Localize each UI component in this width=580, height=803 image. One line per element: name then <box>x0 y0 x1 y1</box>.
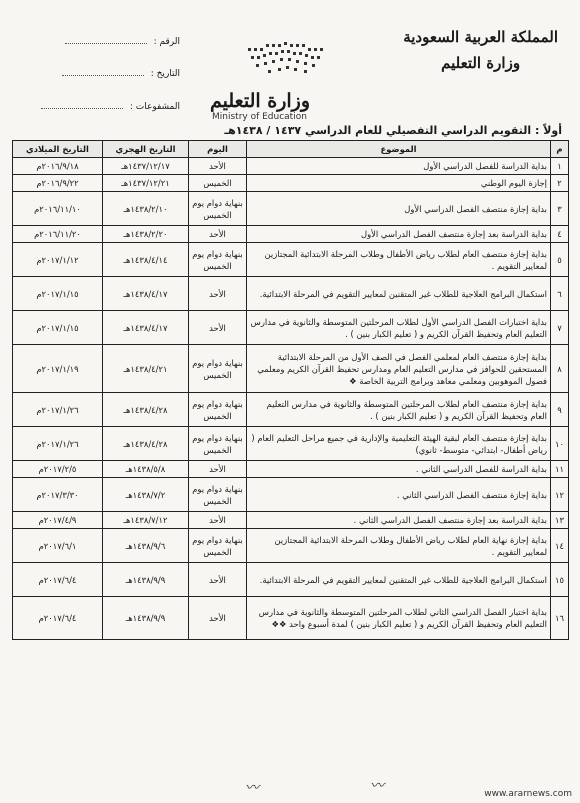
academic-calendar-table <box>12 140 569 640</box>
col-header-gregorian-date: التاريخ الميلادي <box>13 141 103 158</box>
row-day: بنهاية دوام يوم الخميس <box>189 393 247 427</box>
row-subject: بداية الدراسة بعد إجازة منتصف الفصل الدراسي الثاني . <box>247 512 551 529</box>
row-gregorian-date: ٢٠١٦/١١/٢٠م <box>13 226 103 243</box>
row-number: ٣ <box>551 192 569 226</box>
row-subject: بداية إجازة منتصف العام لطلاب المرحلتين المتوسطة والثانوية في مدارس التعليم العام وتحفيظ القرآن الكريم و ( تعليم الكبار بنين ) . <box>247 393 551 427</box>
row-day: الأحد <box>189 512 247 529</box>
row-day: بنهاية دوام يوم الخميس <box>189 243 247 277</box>
table-row <box>13 345 569 393</box>
row-number: ١٠ <box>551 427 569 461</box>
signature-area <box>0 777 580 803</box>
row-subject: بداية الدراسة للفصل الدراسي الأول <box>247 158 551 175</box>
table-row <box>13 311 569 345</box>
section-title: أولاً : التقويم الدراسي التفصيلي للعام الدراسي ١٤٣٧ / ١٤٣٨هـ <box>224 124 562 137</box>
row-hijri-date: ١٤٣٨/٤/١٤هـ <box>103 243 189 277</box>
col-header-subject: الموضوع <box>247 141 551 158</box>
row-gregorian-date: ٢٠١٧/٦/٤م <box>13 597 103 640</box>
row-day: بنهاية دوام يوم الخميس <box>189 192 247 226</box>
ministry-logo <box>208 40 378 120</box>
table-header-row <box>13 141 569 158</box>
row-hijri-date: ١٤٣٨/٩/٦هـ <box>103 529 189 563</box>
table-row <box>13 175 569 192</box>
table-row <box>13 226 569 243</box>
row-subject: بداية إجازة منتصف العام لبقية الهيئة التعليمية والإدارية في جميع مراحل التعليم العام ( رياض أطفال- ابتدائي- متوسط- ثانوي) <box>247 427 551 461</box>
row-hijri-date: ١٤٣٨/٢/٢٠هـ <box>103 226 189 243</box>
logo-text-english: Ministry of Education <box>212 112 307 122</box>
row-number: ١٢ <box>551 478 569 512</box>
row-subject: بداية اختبارات الفصل الدراسي الأول لطلاب المرحلتين المتوسطة والثانوية في مدارس التعليم العام وتحفيظ القرآن الكريم و ( تعليم الكبار بنين ) . <box>247 311 551 345</box>
source-watermark: www.ararnews.com <box>484 789 572 799</box>
row-day: الأحد <box>189 226 247 243</box>
row-number: ٤ <box>551 226 569 243</box>
row-number: ١٤ <box>551 529 569 563</box>
row-day: الأحد <box>189 277 247 311</box>
logo-text-arabic: وزارة التعليم <box>210 90 311 112</box>
row-gregorian-date: ٢٠١٧/١/١٥م <box>13 311 103 345</box>
row-hijri-date: ١٤٣٨/٤/٢١هـ <box>103 345 189 393</box>
table-row <box>13 478 569 512</box>
row-number: ٦ <box>551 277 569 311</box>
row-day: الأحد <box>189 158 247 175</box>
row-hijri-date: ١٤٣٨/٤/٢٨هـ <box>103 393 189 427</box>
table-row <box>13 277 569 311</box>
row-subject: بداية إجازة منتصف العام لمعلمي الفصل في الصف الأول من المرحلة الابتدائية المستحقين للحوافز في مدارس التعليم العام ومدارس تحفيظ القرآن الكريم ومعلمي فصول الموهوبين ومعلمي معاهد وبرامج التربية الخاصة ❖ <box>247 345 551 393</box>
kingdom-name: المملكة العربية السعودية <box>403 28 558 46</box>
date-field: التاريخ : <box>40 69 180 79</box>
letterhead-kingdom <box>403 28 558 72</box>
row-gregorian-date: ٢٠١٧/١/١٩م <box>13 345 103 393</box>
row-number: ٩ <box>551 393 569 427</box>
signature-mark: 〰 <box>370 778 384 794</box>
row-hijri-date: ١٤٣٨/٢/١٠هـ <box>103 192 189 226</box>
row-day: بنهاية دوام يوم الخميس <box>189 345 247 393</box>
row-number: ٥ <box>551 243 569 277</box>
table-row <box>13 512 569 529</box>
table-row <box>13 243 569 277</box>
row-day: الأحد <box>189 563 247 597</box>
row-number: ٢ <box>551 175 569 192</box>
row-day: بنهاية دوام يوم الخميس <box>189 529 247 563</box>
row-hijri-date: ١٤٣٨/٥/٨هـ <box>103 461 189 478</box>
row-hijri-date: ١٤٣٨/٤/١٧هـ <box>103 311 189 345</box>
row-gregorian-date: ٢٠١٦/٩/٢٢م <box>13 175 103 192</box>
row-day: الأحد <box>189 311 247 345</box>
row-gregorian-date: ٢٠١٧/١/١٢م <box>13 243 103 277</box>
row-gregorian-date: ٢٠١٧/٦/٤م <box>13 563 103 597</box>
row-number: ١١ <box>551 461 569 478</box>
row-hijri-date: ١٤٣٨/٧/٢هـ <box>103 478 189 512</box>
row-subject: بداية إجازة منتصف العام لطلاب رياض الأطفال وطلاب المرحلة الابتدائية المجتازين لمعايير التقويم . <box>247 243 551 277</box>
table-row <box>13 597 569 640</box>
row-day: بنهاية دوام يوم الخميس <box>189 427 247 461</box>
row-gregorian-date: ٢٠١٧/٣/٣٠م <box>13 478 103 512</box>
row-hijri-date: ١٤٣٨/٩/٩هـ <box>103 597 189 640</box>
table-row <box>13 427 569 461</box>
col-header-hijri-date: التاريخ الهجري <box>103 141 189 158</box>
row-hijri-date: ١٤٣٧/١٢/٢١هـ <box>103 175 189 192</box>
ministry-logo-icon <box>208 40 378 90</box>
row-gregorian-date: ٢٠١٧/١/١٥م <box>13 277 103 311</box>
row-subject: بداية الدراسة بعد إجازة منتصف الفصل الدراسي الأول <box>247 226 551 243</box>
row-day: الأحد <box>189 597 247 640</box>
row-subject: بداية إجازة نهاية العام لطلاب رياض الأطفال وطلاب المرحلة الابتدائية المجتازين لمعايير التقويم . <box>247 529 551 563</box>
table-row <box>13 158 569 175</box>
row-day: الخميس <box>189 175 247 192</box>
col-header-day: اليوم <box>189 141 247 158</box>
row-hijri-date: ١٤٣٨/٤/٢٨هـ <box>103 427 189 461</box>
row-subject: إجازة اليوم الوطني <box>247 175 551 192</box>
row-number: ١٦ <box>551 597 569 640</box>
row-hijri-date: ١٤٣٨/٧/١٢هـ <box>103 512 189 529</box>
row-day: الأحد <box>189 461 247 478</box>
row-number: ١٣ <box>551 512 569 529</box>
row-subject: بداية إجازة منتصف الفصل الدراسي الثاني . <box>247 478 551 512</box>
col-header-number: م <box>551 141 569 158</box>
table-row <box>13 461 569 478</box>
row-subject: بداية إجازة منتصف الفصل الدراسي الأول <box>247 192 551 226</box>
row-gregorian-date: ٢٠١٧/١/٢٦م <box>13 427 103 461</box>
row-gregorian-date: ٢٠١٧/٢/٥م <box>13 461 103 478</box>
row-gregorian-date: ٢٠١٦/٩/١٨م <box>13 158 103 175</box>
row-number: ١ <box>551 158 569 175</box>
row-day: بنهاية دوام يوم الخميس <box>189 478 247 512</box>
row-subject: استكمال البرامج العلاجية للطلاب غير المتقنين لمعايير التقويم في المرحلة الابتدائية. <box>247 277 551 311</box>
row-hijri-date: ١٤٣٨/٩/٩هـ <box>103 563 189 597</box>
table-row <box>13 563 569 597</box>
table-row <box>13 192 569 226</box>
row-gregorian-date: ٢٠١٧/٦/١م <box>13 529 103 563</box>
row-subject: استكمال البرامج العلاجية للطلاب غير المتقنين لمعايير التقويم في المرحلة الابتدائية. <box>247 563 551 597</box>
row-subject: بداية اختبار الفصل الدراسي الثاني لطلاب المرحلتين المتوسطة والثانوية في مدارس التعليم العام وتحفيظ القرآن الكريم و ( تعليم الكبار بنين ) لمدة أسبوع واحد ❖❖ <box>247 597 551 640</box>
row-subject: بداية الدراسة للفصل الدراسي الثاني . <box>247 461 551 478</box>
row-hijri-date: ١٤٣٧/١٢/١٧هـ <box>103 158 189 175</box>
row-hijri-date: ١٤٣٨/٤/١٧هـ <box>103 277 189 311</box>
signature-mark: 〰 <box>245 780 259 796</box>
reference-number-field: الرقم : <box>40 37 180 47</box>
row-gregorian-date: ٢٠١٧/٤/٩م <box>13 512 103 529</box>
row-number: ٨ <box>551 345 569 393</box>
ministry-name: وزارة التعليم <box>441 54 521 72</box>
table-row <box>13 529 569 563</box>
row-number: ٧ <box>551 311 569 345</box>
row-gregorian-date: ٢٠١٦/١١/١٠م <box>13 192 103 226</box>
row-number: ١٥ <box>551 563 569 597</box>
row-gregorian-date: ٢٠١٧/١/٢٦م <box>13 393 103 427</box>
attachments-field: المشفوعات : <box>40 102 180 112</box>
table-row <box>13 393 569 427</box>
